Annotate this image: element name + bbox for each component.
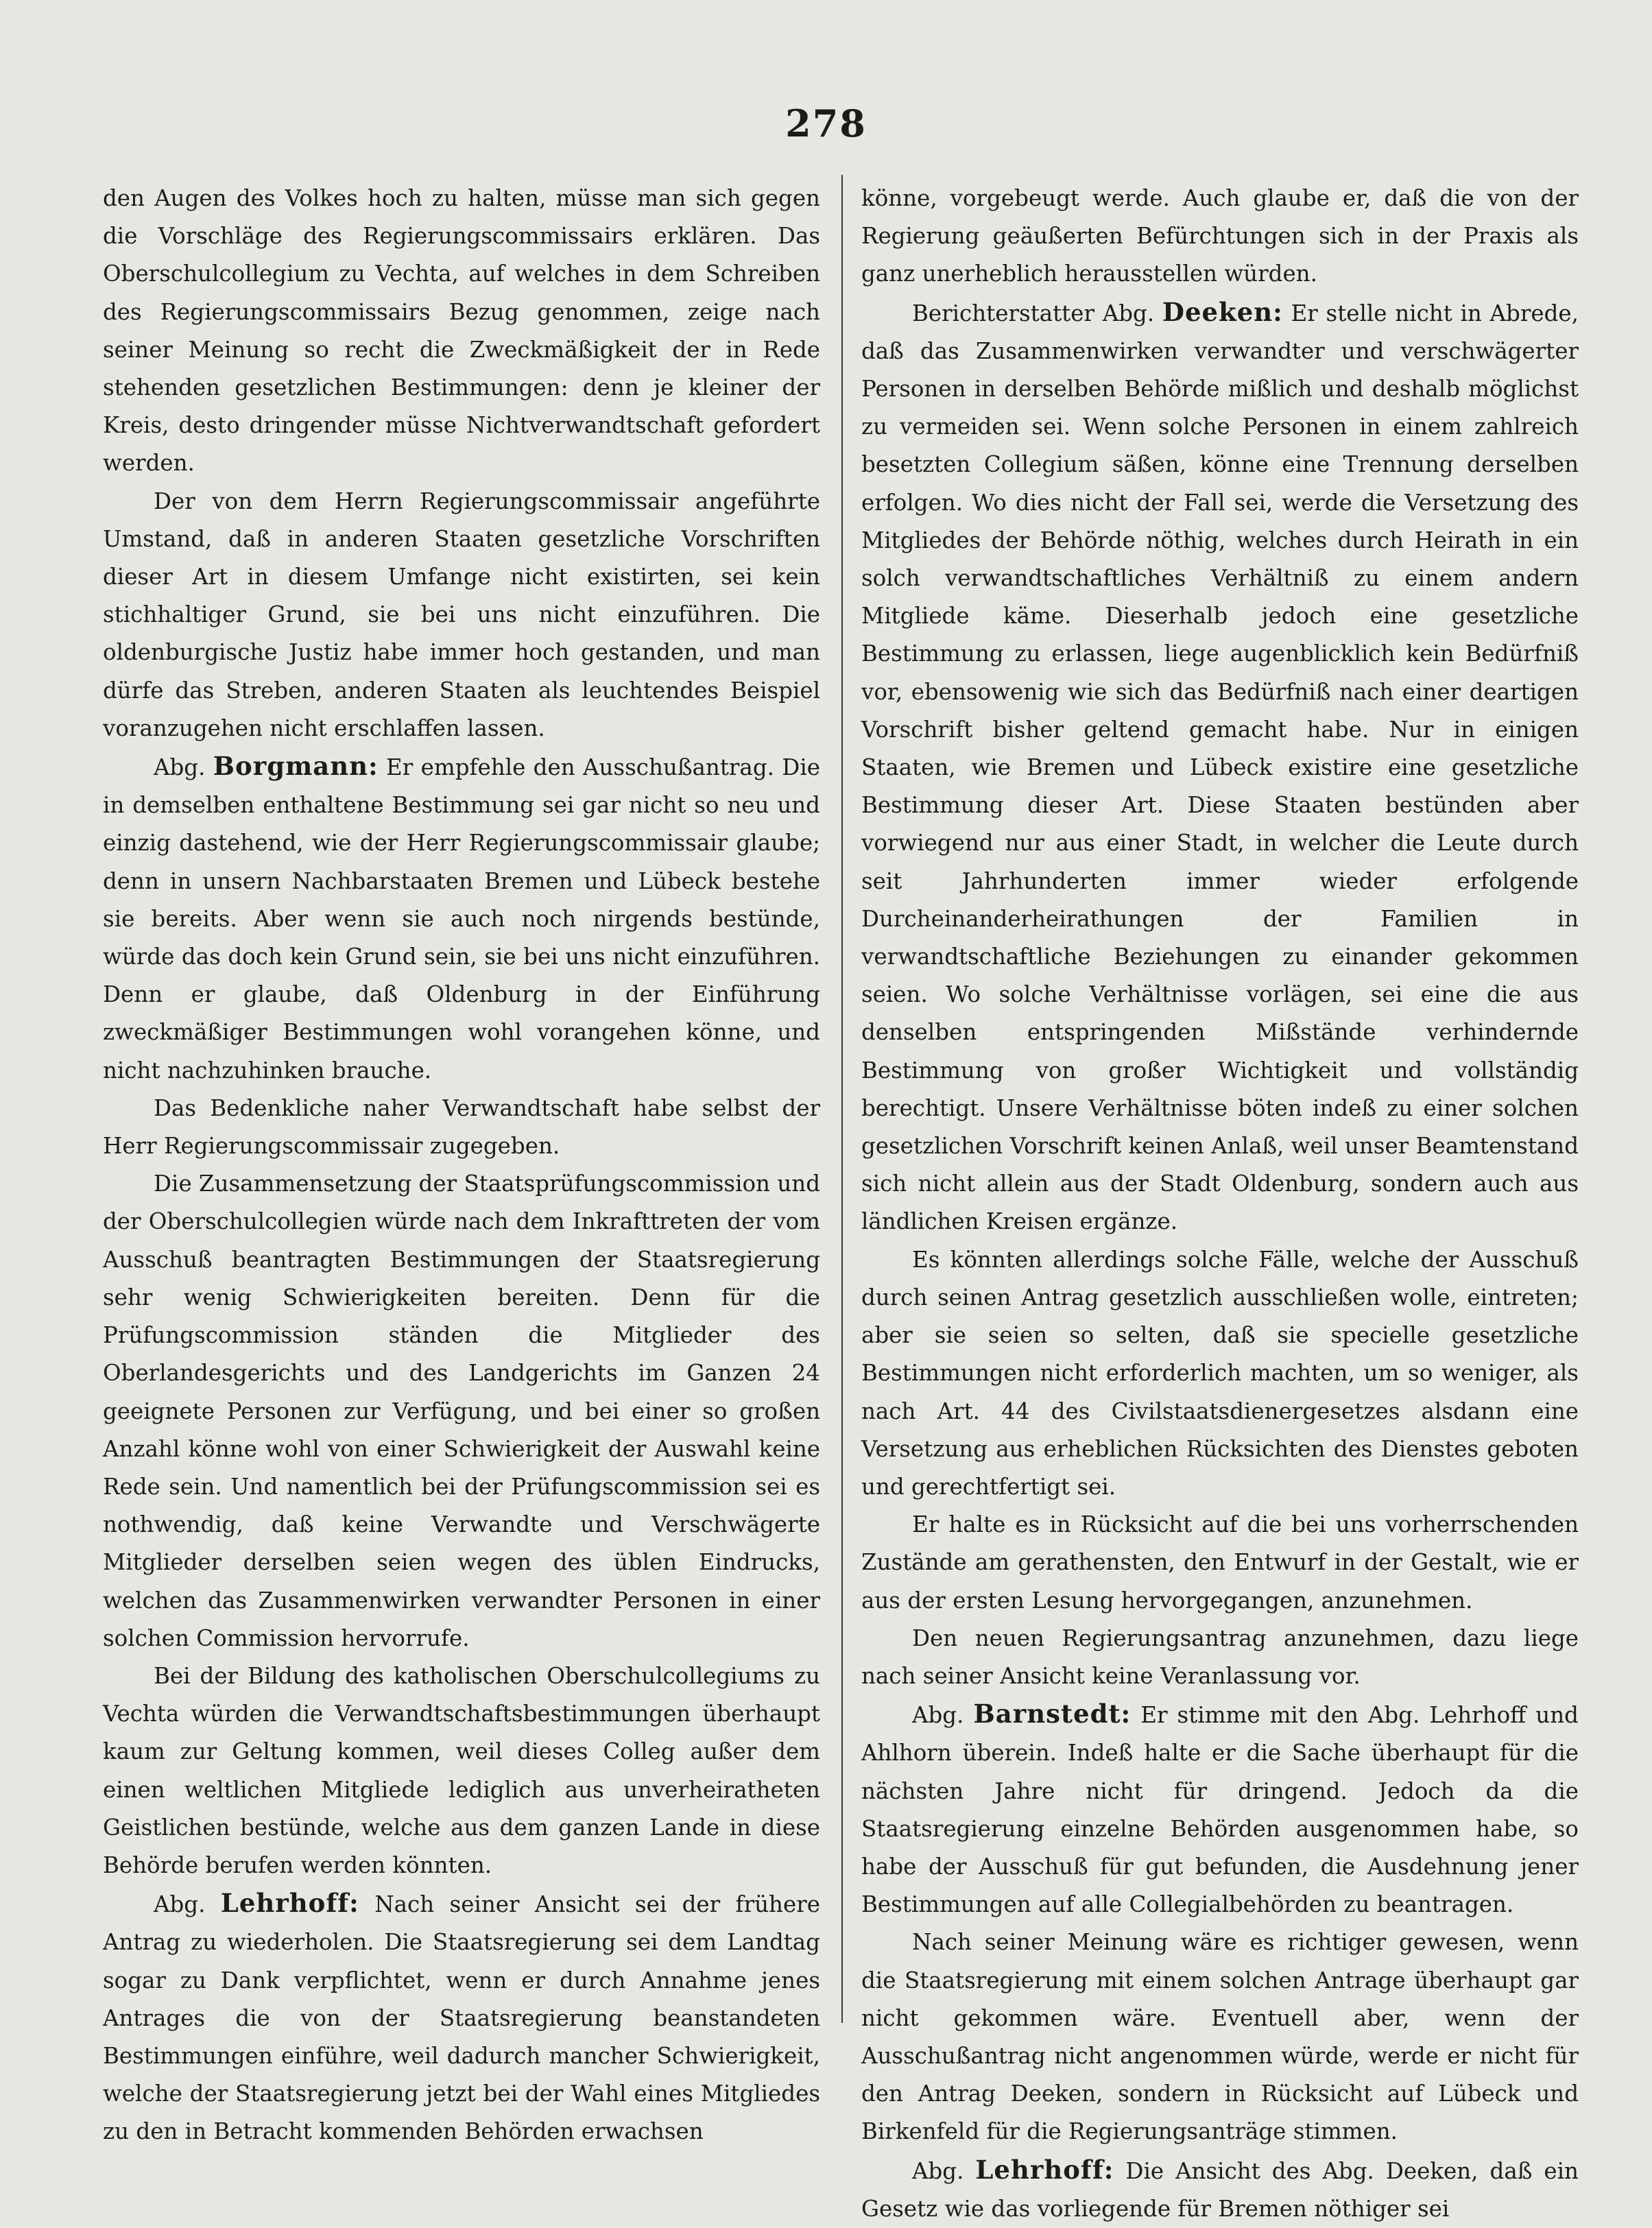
paragraph [103, 483, 820, 747]
paragraph-text: Nach seiner Ansicht sei der frühere Antrag zu wiederholen. Die Staatsregierung sei dem Landtag sogar zu Dank verpflichtet, wenn er durch Annahme jenes Antrages die von der Staatsregierung beanstandeten Bestimmungen einführe, weil dadurch mancher Schwierigkeit, welche der Staatsregierung jetzt bei der Wahl eines Mitgliedes zu den in Betracht kommenden Behörden erwachsen [103, 1891, 820, 2145]
speech-paragraph [103, 747, 820, 1090]
paragraph-text: Die Ansicht des Abg. Deeken, daß ein Gesetz wie das vorliegende für Bremen nöthiger sei [861, 2157, 1579, 2222]
right-column [861, 180, 1579, 2228]
paragraph-text: Das Bedenkliche naher Verwandtschaft habe selbst der Herr Regierungscommissair zugegeben. [103, 1094, 820, 1160]
speaker-name: Lehrhoff: [975, 2154, 1114, 2185]
speaker-name: Barnstedt: [973, 1699, 1132, 1729]
speaker-prefix: Abg. [912, 1702, 964, 1729]
paragraph-text: Er stimme mit den Abg. Lehrhoff und Ahlhorn überein. Indeß halte er die Sache überhaupt für die nächsten Jahre nicht für dringend. Jedoch da die Staatsregierung einzelne Behörden ausgenommen habe, so habe der Ausschuß für gut befunden, die Ausdehnung jener Bestimmungen auf alle Collegialbehörden zu beantragen. [861, 1702, 1579, 1918]
speech-paragraph [861, 1695, 1579, 1924]
speaker-prefix: Berichterstatter Abg. [912, 300, 1155, 326]
paragraph-text: Der von dem Herrn Regierungscommissair angeführte Umstand, daß in anderen Staaten gesetzliche Vorschriften dieser Art in diesem Umfange nicht existirten, sei kein stichhaltiger Grund, sie bei uns nicht einzuführen. Die oldenburgische Justiz habe immer hoch gestanden, und man dürfe das Streben, anderen Staaten als leuchtendes Beispiel voranzugehen nicht erschlaffen lassen. [103, 488, 820, 741]
page-number: 278 [785, 101, 867, 145]
paragraph [103, 1165, 820, 1657]
speaker-prefix: Abg. [154, 1891, 206, 1918]
paragraph-text: Den neuen Regierungsantrag anzunehmen, dazu liege nach seiner Ansicht keine Veranlassung vor. [861, 1625, 1579, 1689]
paragraph [103, 1657, 820, 1884]
left-column [103, 180, 820, 2151]
paragraph [861, 1924, 1579, 2151]
speaker-prefix: Abg. [154, 754, 206, 781]
speech-paragraph [861, 294, 1579, 1241]
speech-paragraph [103, 1884, 820, 2151]
speaker-name: Lehrhoff: [220, 1888, 359, 1919]
paragraph-text: Er empfehle den Ausschußantrag. Die in demselben enthaltene Bestimmung sei gar nicht so neu und einzig dastehend, wie der Herr Regierungscommissair glaube; denn in unsern Nachbarstaaten Bremen und Lübeck bestehe sie bereits. Aber wenn sie auch noch nirgends bestünde, würde das doch kein Grund sein, sie bei uns nicht einzuführen. Denn er glaube, daß Oldenburg in der Einführung zweckmäßiger Bestimmungen wohl vorangehen könne, und nicht nachzuhinken brauche. [103, 754, 820, 1083]
speaker-name: Deeken: [1162, 296, 1283, 327]
paragraph [103, 1090, 820, 1165]
paragraph [861, 180, 1579, 294]
paragraph-text: Nach seiner Meinung wäre es richtiger gewesen, wenn die Staatsregierung mit einem solchen Antrage überhaupt gar nicht gekommen wäre. Eventuell aber, wenn der Ausschußantrag nicht angenommen würde, werde er nicht für den Antrag Deeken, sondern in Rücksicht auf Lübeck und Birkenfeld für die Regierungsanträge stimmen. [861, 1929, 1579, 2145]
paragraph [861, 1241, 1579, 1506]
paragraph-text: Es könnten allerdings solche Fälle, welche der Ausschuß durch seinen Antrag gesetzlich ausschließen wolle, eintreten; aber sie seien so selten, daß sie specielle gesetzliche Bestimmungen nicht erforderlich machten, um so weniger, als nach Art. 44 des Civilstaatsdienergesetzes alsdann eine Versetzung aus erheblichen Rücksichten des Dienstes geboten und gerechtfertigt sei. [861, 1246, 1579, 1500]
paragraph-text: Er halte es in Rücksicht auf die bei uns vorherrschenden Zustände am gerathensten, den Entwurf in der Gestalt, wie er aus der ersten Lesung hervorgegangen, anzunehmen. [861, 1511, 1579, 1614]
paragraph-text: Bei der Bildung des katholischen Oberschulcollegiums zu Vechta würden die Verwandtschaftsbestimmungen überhaupt kaum zur Geltung kommen, weil dieses Colleg außer dem einen weltlichen Mitgliede lediglich aus unverheiratheten Geistlichen bestünde, welche aus dem ganzen Lande in diese Behörde berufen werden könnten. [103, 1662, 820, 1878]
paragraph-text: Er stelle nicht in Abrede, daß das Zusammenwirken verwandter und verschwägerter Personen in derselben Behörde mißlich und deshalb möglichst zu vermeiden sei. Wenn solche Personen in einem zahlreich besetzten Collegium säßen, könne eine Trennung derselben erfolgen. Wo dies nicht der Fall sei, werde die Versetzung des Mitgliedes der Behörde nöthig, welches durch Heirath in ein solch verwandtschaftliches Verhältniß zu einem andern Mitgliede käme. Dieserhalb jedoch eine gesetzliche Bestimmung zu erlassen, liege augenblicklich kein Bedürfniß vor, ebensowenig wie sich das Bedürfniß nach einer deartigen Vorschrift bisher geltend gemacht habe. Nur in einigen Staaten, wie Bremen und Lübeck existire eine gesetzliche Bestimmung dieser Art. Diese Staaten bestünden aber vorwiegend nur aus einer Stadt, in welcher die Leute durch seit Jahrhunderten immer wieder erfolgende Durcheinanderheirathungen der Familien in verwandtschaftliche Beziehungen zu einander gekommen seien. Wo solche Verhältnisse vorlägen, sei eine die aus denselben entspringenden Mißstände verhindernde Bestimmung von großer Wichtigkeit und vollständig berechtigt. Unsere Verhältnisse böten indeß zu einer solchen gesetzlichen Vorschrift keinen Anlaß, weil unser Beamtenstand sich nicht allein aus der Stadt Oldenburg, sondern auch aus ländlichen Kreisen ergänze. [861, 300, 1579, 1235]
speech-paragraph [861, 2151, 1579, 2228]
paragraph [861, 1506, 1579, 1620]
paragraph [861, 1620, 1579, 1695]
column-divider [841, 175, 843, 2023]
paragraph-text: Die Zusammensetzung der Staatsprüfungscommission und der Oberschulcollegien würde nach dem Inkrafttreten der vom Ausschuß beantragten Bestimmungen der Staatsregierung sehr wenig Schwierigkeiten bereiten. Denn für die Prüfungscommission ständen die Mitglieder des Oberlandesgerichts und des Landgerichts im Ganzen 24 geeignete Personen zur Verfügung, und bei einer so großen Anzahl könne wohl von einer Schwierigkeit der Auswahl keine Rede sein. Und namentlich bei der Prüfungscommission sei es nothwendig, daß keine Verwandte und Verschwägerte Mitglieder derselben seien wegen des üblen Eindrucks, welchen das Zusammenwirken verwandter Personen in einer solchen Commission hervorrufe. [103, 1171, 820, 1651]
paragraph [103, 180, 820, 483]
paragraph-text: den Augen des Volkes hoch zu halten, müsse man sich gegen die Vorschläge des Regierungscommissairs erklären. Das Oberschulcollegium zu Vechta, auf welches in dem Schreiben des Regierungscommissairs Bezug genommen, zeige nach seiner Meinung so recht die Zweckmäßigkeit der in Rede stehenden gesetzlichen Bestimmungen: denn je kleiner der Kreis, desto dringender müsse Nichtverwandtschaft gefordert werden. [103, 185, 820, 477]
paragraph-text: könne, vorgebeugt werde. Auch glaube er, daß die von der Regierung geäußerten Befürchtungen sich in der Praxis als ganz unerheblich herausstellen würden. [861, 185, 1579, 287]
speaker-name: Borgmann: [213, 751, 379, 782]
speaker-prefix: Abg. [912, 2157, 964, 2184]
